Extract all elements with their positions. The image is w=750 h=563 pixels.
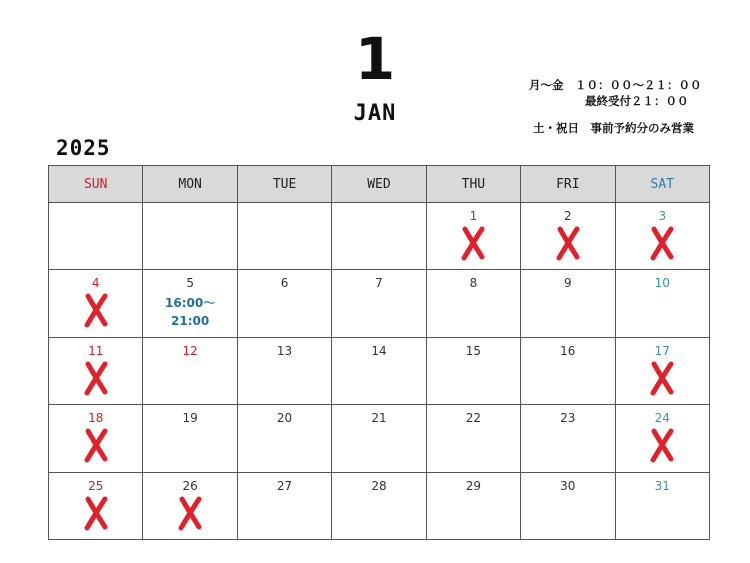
day-number: 2: [564, 209, 572, 223]
year-label: 2025: [56, 136, 111, 160]
day-number: 15: [465, 343, 482, 358]
day-number: 7: [375, 276, 383, 291]
day-cell: [521, 270, 615, 337]
closed-x-icon: [81, 292, 111, 328]
day-cell: [237, 337, 331, 404]
day-number: 30: [560, 478, 576, 493]
closed-x-icon: [81, 495, 111, 531]
day-number: 11: [88, 343, 104, 358]
weekday-header-tue: TUE: [237, 166, 331, 203]
day-number: 21: [371, 411, 387, 426]
day-cell: [143, 337, 237, 404]
day-cell: [332, 405, 426, 472]
day-number: 24: [654, 411, 670, 426]
weekday-header-sun: SUN: [49, 166, 143, 203]
day-number: 26: [182, 478, 198, 493]
last-entry-time: 最終受付２１：００: [585, 94, 689, 108]
empty-day-cell: [237, 203, 331, 270]
empty-day-cell: [143, 203, 237, 270]
month-name: JAN: [353, 101, 397, 126]
day-cell: [615, 472, 709, 539]
day-cell: [49, 405, 143, 472]
day-cell: [521, 203, 615, 270]
closed-x-icon: [458, 225, 488, 261]
day-cell: [237, 270, 331, 337]
week-row: [49, 405, 710, 472]
day-number: 12: [182, 343, 198, 358]
day-cell: [332, 337, 426, 404]
day-number: 28: [371, 478, 387, 493]
closed-x-icon: [81, 427, 111, 463]
day-number: 18: [88, 411, 104, 426]
week-row: [49, 337, 710, 404]
day-cell: [426, 472, 520, 539]
closed-x-icon: [553, 225, 583, 261]
day-cell: [49, 270, 143, 337]
closed-x-icon: [647, 427, 677, 463]
day-cell: [49, 337, 143, 404]
closed-x-icon: [647, 360, 677, 396]
day-number: 3: [658, 209, 667, 223]
day-number: 31: [654, 478, 670, 493]
day-number: 8: [469, 276, 478, 291]
day-cell: [615, 405, 709, 472]
closed-x-icon: [647, 225, 677, 261]
day-number: 13: [276, 343, 293, 358]
day-cell: [615, 270, 709, 337]
weekday-header-sat: SAT: [615, 166, 709, 203]
day-number: 4: [91, 276, 100, 291]
empty-day-cell: [49, 203, 143, 270]
day-cell: [49, 472, 143, 539]
closed-x-icon: [81, 360, 111, 396]
day-number: 19: [182, 411, 198, 426]
business-hours: 月～金 １０：００～２１：００: [529, 78, 702, 92]
day-number: 29: [465, 478, 482, 493]
week-row: [49, 270, 710, 337]
day-cell: [426, 270, 520, 337]
day-number: 5: [186, 276, 194, 291]
day-number: 22: [465, 411, 482, 426]
closed-x-icon: [175, 495, 205, 531]
day-cell: [143, 270, 237, 337]
week-row: [49, 203, 710, 270]
week-row: [49, 472, 710, 539]
day-cell: [143, 405, 237, 472]
day-number: 10: [654, 276, 670, 291]
day-cell: [426, 203, 520, 270]
day-cell: [521, 405, 615, 472]
day-cell: [521, 337, 615, 404]
special-hours: 16:00～ 21:00: [165, 296, 216, 329]
weekday-header-row: [49, 166, 710, 203]
day-cell: [237, 405, 331, 472]
day-number: 14: [371, 343, 387, 358]
day-cell: [426, 337, 520, 404]
day-number: 23: [560, 411, 576, 426]
day-cell: [143, 472, 237, 539]
day-cell: [332, 472, 426, 539]
day-cell: [615, 337, 709, 404]
weekday-header-thu: THU: [426, 166, 520, 203]
day-number: 1: [469, 209, 478, 223]
day-number: 9: [564, 276, 572, 291]
weekday-header-fri: FRI: [521, 166, 615, 203]
empty-day-cell: [332, 203, 426, 270]
day-cell: [237, 472, 331, 539]
calendar-grid: [48, 165, 710, 540]
day-number: 6: [280, 276, 289, 291]
day-cell: [521, 472, 615, 539]
day-cell: [332, 270, 426, 337]
weekend-note: 土・祝日 事前予約分のみ営業: [533, 121, 694, 135]
weekday-header-wed: WED: [332, 166, 426, 203]
weekday-header-mon: MON: [143, 166, 237, 203]
day-number: 17: [654, 343, 670, 358]
day-number: 16: [560, 343, 576, 358]
day-cell: [615, 203, 709, 270]
day-number: 27: [276, 478, 293, 493]
day-number: 25: [88, 478, 104, 493]
month-number: 1: [354, 25, 396, 93]
day-cell: [426, 405, 520, 472]
day-number: 20: [276, 411, 293, 426]
